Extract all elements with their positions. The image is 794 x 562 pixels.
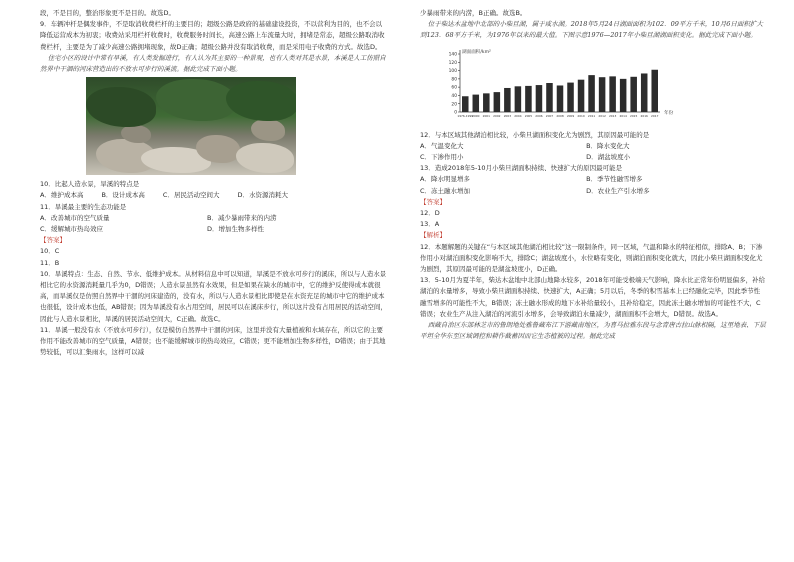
explanation-tag: 【解析】: [420, 231, 446, 240]
answer-13: 13．A: [420, 220, 440, 229]
x-tick-label: 2013: [608, 113, 617, 118]
x-tick-label: 2009: [566, 113, 575, 118]
dry-creek-photo: [86, 77, 296, 175]
x-tick-label: 2008: [556, 113, 564, 118]
question-9-explanation: 9．车辆冲杆是偶发事件，不是取消收费栏杆的主要目的；超级公路是政府的基础建设投资，不以营利为目的，也不会以降低运营成本为初衷；收费站采用栏杆收费时，收费服务时间长，高速公路上车流量大时，拥堵是常态，超级公路取消收费栏杆，主要是为了减少高速公路拥堵现象，故D正确；超级公路并没有取消收费，而是采用电子收费的方式。故选D。: [40, 20, 385, 51]
left-column: [40, 8, 388, 358]
x-tick-label: 2015: [630, 113, 638, 118]
question-13-options: [420, 174, 766, 196]
x-tick-label: 2016: [640, 113, 648, 118]
y-tick-label: 140: [448, 52, 457, 58]
option-11-a: A．改善城市的空气质量: [40, 213, 110, 222]
x-tick-label: 2007: [545, 113, 554, 118]
tail-intro: 西藏自治区东部林芝市的鲁朗地处雅鲁藏布江下游藏南地区，为喜马拉雅东段与念青唐古拉山脉相隔，这里地表、下层平坦全华东至区域调控和耕作截蓄因而它生态植被的过程。据此完成: [420, 321, 766, 341]
x-tick-label: 2017: [651, 113, 659, 118]
question-11: 11．旱溪最主要的生态功能是: [40, 202, 127, 211]
x-tick-label: 2012: [598, 113, 606, 118]
x-tick-label: 2003: [503, 113, 512, 118]
y-tick-label: 60: [451, 85, 457, 91]
right-column: [420, 8, 766, 342]
bar: [651, 69, 658, 111]
bar: [494, 92, 501, 112]
option-11-b: B．减少暴雨带来的内涝: [207, 213, 277, 222]
x-axis-label: 年份: [664, 110, 674, 116]
lake-intro: 位于柴达木盆地中北部的小柴旦湖，属于咸水湖。2018年5月24日湖面面积为102．09平方千米，10月6日面积扩大到123．68平方千米，为1976年以来的最大值。下图示意1976—2017年小柴旦湖湖面积变化。据此完成下面小题。: [420, 20, 763, 40]
bar: [525, 86, 532, 112]
bar: [473, 94, 480, 111]
x-tick-label: 2000: [472, 113, 480, 118]
x-tick-label: 2002: [493, 113, 501, 118]
dry-creek-intro: 住宅小区的设计中常有旱溪，有人类发掘进行，有人认为其主要的一种景观，也有人类对其是水景，本溪是人工仿照自然界中干涸的河床营造出的不放水可步行的溪流。据此完成下面小题。: [40, 53, 386, 74]
question-11-options: [40, 213, 388, 235]
option-10-c: C．居民活动空间大: [162, 191, 220, 200]
answer-12: 12．D: [420, 209, 440, 218]
y-tick-label: 80: [451, 77, 457, 83]
y-tick-label: 120: [448, 60, 457, 66]
right-paragraph-1: 少暴雨带来的内涝，B正确。故选B。: [420, 9, 527, 17]
option-10-b: B．设计成本高: [101, 191, 145, 200]
bar: [641, 73, 648, 112]
x-tick-label: 2010: [577, 113, 585, 118]
option-12-b: B．降水变化大: [586, 141, 630, 150]
left-paragraph-1: 段，不是目的，整治形象更不是目的。故选D。: [40, 9, 176, 17]
question-12: 12．与本区域其他湖泊相比较，小柴旦湖面积变化尤为剧烈，其原因最可能的是: [420, 130, 650, 139]
option-11-c: C．缓解城市热岛效应: [40, 225, 104, 234]
explanation-12: 12．本题解题的关键在“与本区域其他湖泊相比较”这一限制条件，同一区域，气温和降水的特征相似，排除A、B；下渗作用小对湖泊面积变化影响不大，排除C；湖盆坡度小，水位略有变化，则湖泊面积变化就大，因此小柴旦湖面积变化尤为剧烈，其原因最可能的是湖盆坡度小，D正确。: [420, 242, 763, 274]
option-13-a: A．降水明显增多: [420, 175, 470, 184]
question-10: 10．比起人造水景，旱溪的特点是: [40, 180, 140, 189]
bar: [578, 79, 585, 111]
bar: [588, 75, 595, 112]
bar: [546, 83, 553, 112]
bar: [567, 82, 574, 111]
x-tick-label: 2005: [524, 113, 533, 118]
answer-tag: 【答案】: [40, 236, 66, 245]
option-13-b: B．季节性融雪增多: [586, 175, 643, 184]
bar: [515, 86, 522, 112]
answer-tag-right: 【答案】: [420, 197, 446, 206]
x-tick-label: 2001: [482, 113, 490, 118]
question-13: 13．造成2018年5-10月小柴旦湖面积持续、快速扩大的原因最可能是: [420, 164, 623, 173]
lake-area-chart-svg: [438, 44, 684, 126]
bar: [630, 76, 637, 111]
bar: [483, 93, 490, 112]
bar: [620, 78, 627, 111]
option-11-d: D．增加生物多样性: [207, 225, 265, 234]
answer-11: 11．B: [40, 258, 60, 267]
bar: [557, 85, 564, 112]
x-tick-label: 2014: [619, 113, 627, 118]
bar: [536, 85, 543, 112]
option-12-c: C．下渗作用小: [420, 153, 464, 162]
y-tick-label: 20: [451, 101, 457, 107]
bar: [609, 76, 616, 112]
option-12-d: D．湖盆坡度小: [586, 153, 631, 162]
x-tick-label: 2006: [535, 113, 543, 118]
bar: [462, 96, 469, 112]
y-tick-label: 0: [454, 110, 457, 116]
answer-10: 10．C: [40, 247, 60, 256]
option-13-c: C．冻土融水增加: [420, 186, 471, 195]
option-13-d: D．农业生产引水增多: [586, 186, 650, 195]
question-12-options: [420, 141, 766, 163]
y-tick-label: 40: [451, 93, 457, 99]
y-tick-label: 100: [448, 68, 457, 74]
option-10-a: A．维护成本高: [40, 191, 84, 200]
x-tick-label: 2011: [587, 113, 596, 118]
x-tick-label: 1976-1999: [457, 113, 474, 118]
y-axis-label: 湖面面积/km²: [462, 49, 491, 55]
bar: [599, 77, 606, 112]
question-10-options: [40, 190, 388, 201]
x-tick-label: 2004: [514, 113, 522, 118]
option-12-a: A．气温变化大: [420, 141, 464, 150]
explanation-10: 10．旱溪特点：生态、自然、节水、低维护成本。从材料信息中可以知道，旱溪是不放水可步行的溪床，所以与人造水景相比它的水资源消耗量几乎为0，D错误；人造水景虽然有水效果，但是如果在缺水的城市中，它的维护反使得成本就很高，而旱溪仅是仿照自然界中干涸的河床建造的，没有水，所以与人造水景相比即使是在水资充足的城市中它的维护成本也很低，设计成本也低，AB错误；因为旱溪没有水占用空间，居民可以在溪床步行，所以这片没有占用居民的活动空间，因此与人造水景相比，旱溪的居民活动空间大，C正确。故选C。: [40, 269, 387, 323]
lake-area-chart: [438, 44, 684, 126]
explanation-13: 13．5-10月为夏半年，柴达木盆地中北部山地降水较多，2018年可能受极端天气影响，降水比正常年份明显偏多，补给湖泊的水量增多，导致小柴旦湖面积持续、快速扩大，A正确；5月以后，冬季的积雪基本上已经融化完毕，因此季节性融雪增多的可能性不大，B错误；冻土融水形成的地下水补给量较小，且补给稳定，因此冻土融水增加的可能性不大，C错误；农业生产从注入湖泊的河流引水增多，会导致湖泊水量减少，湖面面积不会增大，D错误。故选A。: [420, 276, 766, 318]
bar: [504, 88, 511, 112]
explanation-11: 11．旱溪一般没有水（不放水可步行），仅是模仿自然界中干涸的河床，这里并没有大量植被和水域存在，所以它的主要作用不能改善城市的空气质量，A错误；也不能缓解城市的热岛效应，C错误；更不能增加生物多样性，D错误；由于其地势较低，可以汇集雨水，这样可以减: [40, 325, 386, 357]
option-10-d: D．水资源消耗大: [237, 191, 288, 200]
